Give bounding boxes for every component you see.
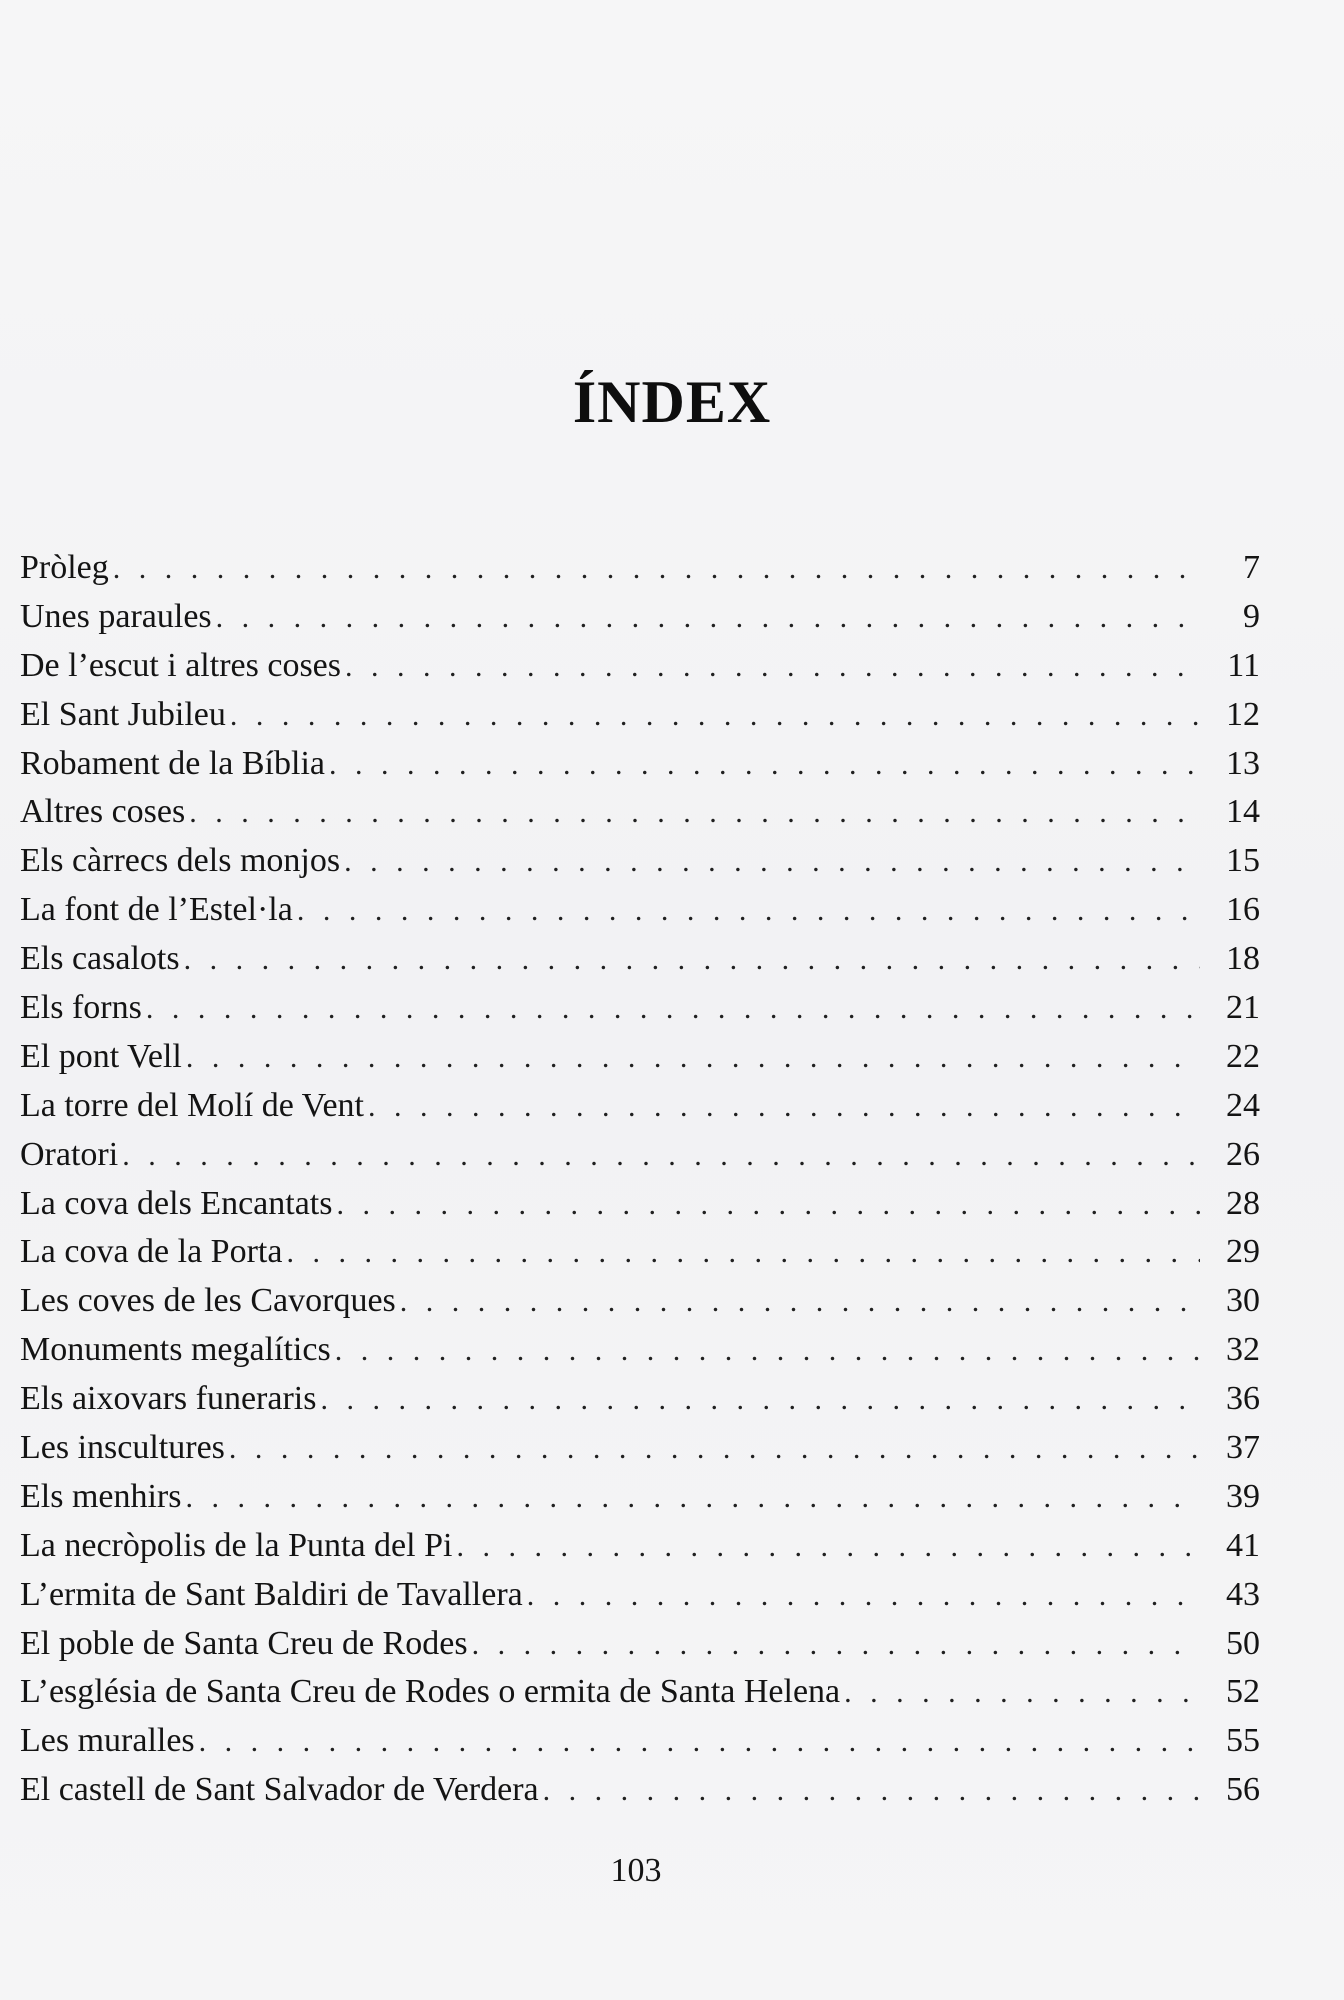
dot-leader bbox=[199, 1718, 1200, 1767]
toc-entry-title: Els menhirs bbox=[20, 1477, 182, 1515]
toc-entry-page: 13 bbox=[1226, 744, 1260, 782]
dot-leader bbox=[229, 1425, 1200, 1474]
toc-entry bbox=[20, 886, 1260, 935]
toc-entry-title: Les inscultures bbox=[20, 1429, 225, 1467]
toc-entry-page: 21 bbox=[1226, 989, 1260, 1027]
toc-entry-page: 15 bbox=[1226, 842, 1260, 880]
toc-entry bbox=[20, 691, 1260, 740]
toc-entry-title: El Sant Jubileu bbox=[20, 695, 226, 733]
toc-entry bbox=[20, 1277, 1260, 1326]
toc-entry-page: 14 bbox=[1226, 793, 1260, 831]
toc-entry bbox=[20, 1571, 1260, 1620]
toc-entry-title: Unes paraules bbox=[20, 597, 212, 635]
dot-leader bbox=[146, 985, 1200, 1034]
dot-leader bbox=[216, 594, 1200, 643]
toc-entry bbox=[20, 1082, 1260, 1131]
toc-entry bbox=[20, 1473, 1260, 1522]
index-title: ÍNDEX bbox=[572, 369, 772, 435]
dot-leader bbox=[336, 1181, 1200, 1230]
toc-entry bbox=[20, 1033, 1260, 1082]
toc-entry-title: Els càrrecs dels monjos bbox=[20, 842, 341, 880]
dot-leader bbox=[335, 1327, 1200, 1376]
toc-entry-title: La cova de la Porta bbox=[20, 1233, 283, 1271]
dot-leader bbox=[329, 741, 1200, 790]
toc-entry-title: El poble de Santa Creu de Rodes bbox=[20, 1624, 468, 1662]
toc-entry-page: 7 bbox=[1243, 549, 1260, 586]
dot-leader bbox=[527, 1572, 1200, 1621]
toc-entry-page: 56 bbox=[1226, 1771, 1260, 1809]
dot-leader bbox=[368, 1083, 1200, 1132]
toc-entry bbox=[20, 1620, 1260, 1669]
toc-entry-page: 30 bbox=[1226, 1282, 1260, 1320]
toc-entry-title: Els aixovars funeraris bbox=[20, 1380, 317, 1418]
toc-entry-title: Oratori bbox=[20, 1135, 119, 1173]
toc-entry-page: 55 bbox=[1226, 1722, 1260, 1760]
dot-leader bbox=[844, 1669, 1200, 1718]
toc-entry-title: La necròpolis de la Punta del Pi bbox=[20, 1526, 453, 1564]
dot-leader bbox=[230, 692, 1200, 741]
toc-entry-title: El castell de Sant Salvador de Verdera bbox=[20, 1771, 539, 1809]
dot-leader bbox=[286, 1229, 1200, 1278]
dot-leader bbox=[543, 1767, 1200, 1816]
toc-entry-page: 29 bbox=[1226, 1233, 1260, 1271]
toc-entry-page: 24 bbox=[1226, 1086, 1260, 1124]
toc-entry-page: 16 bbox=[1226, 891, 1260, 929]
toc-entry bbox=[20, 740, 1260, 789]
toc-entry-title: Pròleg bbox=[20, 549, 109, 586]
toc-entry-page: 9 bbox=[1243, 597, 1260, 635]
toc-entry bbox=[20, 544, 1260, 593]
toc-entry bbox=[20, 984, 1260, 1033]
toc-entry bbox=[20, 1717, 1260, 1766]
toc-entry-title: L’església de Santa Creu de Rodes o ermita de Santa Helena bbox=[20, 1673, 841, 1711]
dot-leader bbox=[184, 936, 1200, 985]
toc-entry-page: 11 bbox=[1227, 646, 1260, 684]
toc-entry-title: La torre del Molí de Vent bbox=[20, 1086, 365, 1124]
toc-entry-page: 36 bbox=[1226, 1380, 1260, 1418]
dot-leader bbox=[185, 1474, 1200, 1523]
toc-entry bbox=[20, 1375, 1260, 1424]
toc-entry-title: Altres coses bbox=[20, 793, 186, 831]
toc-entry-page: 41 bbox=[1226, 1526, 1260, 1564]
toc-entry bbox=[20, 1228, 1260, 1277]
dot-leader bbox=[122, 1132, 1200, 1181]
toc-entry bbox=[20, 1522, 1260, 1571]
toc-entry-page: 22 bbox=[1226, 1037, 1260, 1075]
toc-entry bbox=[20, 642, 1260, 691]
dot-leader bbox=[320, 1376, 1200, 1425]
dot-leader bbox=[456, 1523, 1200, 1572]
dot-leader bbox=[345, 643, 1200, 692]
toc-entry bbox=[20, 1424, 1260, 1473]
toc-entry bbox=[20, 1326, 1260, 1375]
toc-entry bbox=[20, 1766, 1260, 1815]
toc-entry-page: 52 bbox=[1226, 1673, 1260, 1711]
toc-entry-page: 18 bbox=[1226, 940, 1260, 978]
page-number: 103 bbox=[610, 1852, 662, 1889]
toc-entry bbox=[20, 1131, 1260, 1180]
toc-entry-page: 50 bbox=[1226, 1624, 1260, 1662]
toc-entry-title: Els casalots bbox=[20, 940, 180, 978]
toc-entry-page: 26 bbox=[1226, 1135, 1260, 1173]
toc-entry-title: L’ermita de Sant Baldiri de Tavallera bbox=[20, 1575, 523, 1613]
toc-entry-page: 39 bbox=[1226, 1477, 1260, 1515]
dot-leader bbox=[297, 887, 1200, 936]
toc-entry-title: La cova dels Encantats bbox=[20, 1184, 333, 1222]
dot-leader bbox=[113, 545, 1200, 594]
toc-entry bbox=[20, 837, 1260, 886]
toc-entry bbox=[20, 1180, 1260, 1229]
toc-entry-title: Robament de la Bíblia bbox=[20, 744, 325, 782]
toc-entry-page: 32 bbox=[1226, 1331, 1260, 1369]
dot-leader bbox=[186, 1034, 1200, 1083]
toc-entry-page: 37 bbox=[1226, 1429, 1260, 1467]
toc-entry-title: La font de l’Estel·la bbox=[20, 891, 293, 929]
dot-leader bbox=[400, 1278, 1200, 1327]
toc-entry bbox=[20, 1668, 1260, 1717]
toc-entry-page: 28 bbox=[1226, 1184, 1260, 1222]
toc-entry-page: 43 bbox=[1226, 1575, 1260, 1613]
toc-entry-title: De l’escut i altres coses bbox=[20, 646, 341, 684]
toc-entry bbox=[20, 593, 1260, 642]
toc-entry-title: Les coves de les Cavorques bbox=[20, 1282, 396, 1320]
dot-leader bbox=[472, 1621, 1200, 1670]
dot-leader bbox=[344, 838, 1200, 887]
toc-entry-title: Monuments megalítics bbox=[20, 1331, 331, 1369]
toc-entry-page: 12 bbox=[1226, 695, 1260, 733]
toc-entry-title: El pont Vell bbox=[20, 1037, 182, 1075]
table-of-contents bbox=[20, 544, 1260, 1815]
dot-leader bbox=[189, 789, 1200, 838]
toc-entry-title: Les muralles bbox=[20, 1722, 195, 1760]
toc-entry bbox=[20, 788, 1260, 837]
toc-entry bbox=[20, 935, 1260, 984]
toc-entry-title: Els forns bbox=[20, 989, 142, 1027]
